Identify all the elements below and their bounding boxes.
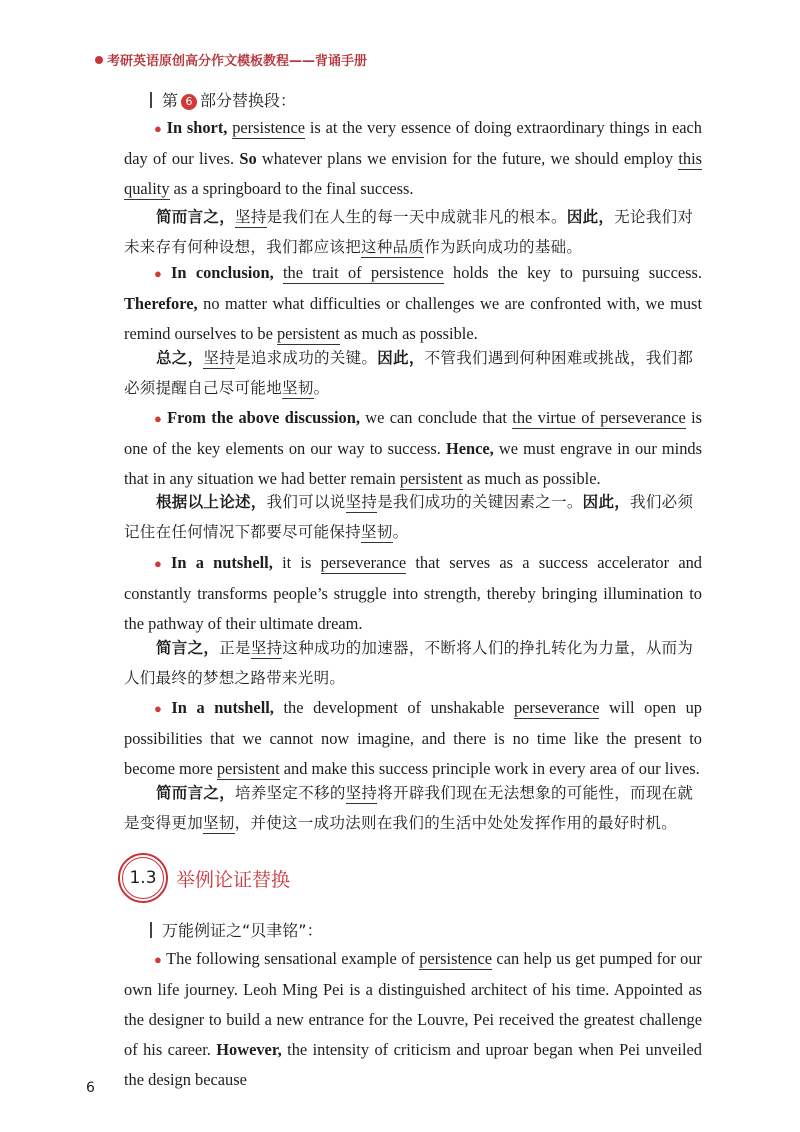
bullet-icon: ● [154,411,164,426]
english-paragraph-3 [124,403,702,494]
zh-lead: 根据以上论述， [156,493,267,511]
english-paragraph-4 [124,548,702,639]
section-title: 举例论证替换 [176,869,291,891]
english-paragraph-1 [124,113,702,204]
bullet-icon: ● [154,266,168,281]
english-paragraph-5 [124,693,702,784]
zh-lead: 简而言之， [156,208,236,226]
zh-lead: 简而言之， [156,784,236,802]
subsection-title: 万能例证之“贝聿铭”： [162,921,323,940]
page-number: 6 [86,1080,95,1096]
subsection-heading [150,918,323,941]
english-paragraph-2 [124,258,702,349]
zh-body: 正是坚持这种成功的加速器，不断将人们的挣扎转化为力量，从而为人们最终的梦想之路带来光明。 [124,639,694,687]
chinese-paragraph-1 [124,202,702,262]
example-paragraph [124,944,702,1095]
chinese-paragraph-2 [124,343,702,403]
zh-body: 我们可以说坚持是我们成功的关键因素之一。因此，我们必须记住在任何情况下都要尽可能保持坚韧。 [124,493,694,541]
zh-body: 坚持是我们在人生的每一天中成就非凡的根本。因此，无论我们对未来存有何种设想，我们都应该把这种品质作为跃向成功的基础。 [124,208,694,256]
bullet-icon: ● [154,701,168,716]
para-lead: In a nutshell, [171,553,273,572]
chinese-paragraph-3 [124,487,702,547]
bullet-icon: ● [154,556,167,571]
section-number: 1.3 [122,857,164,899]
zh-lead: 简言之， [156,639,220,657]
heading-bar [150,922,152,938]
section-6-suffix: 部分替换段： [200,91,297,110]
para-body: it is perseverance that serves as a success accelerator and constantly transforms people’s struggle into strength, thereby bringing illumination to the pathway of their ultimate dream. [124,553,702,633]
zh-body: 培养坚定不移的坚持将开辟我们现在无法想象的可能性，而现在就是变得更加坚韧，并使这一成功法则在我们的生活中处处发挥作用的最好时机。 [124,784,694,832]
zh-lead: 总之， [156,349,204,367]
red-dot-icon [95,56,103,64]
bullet-icon: ● [154,121,163,136]
chinese-paragraph-5 [124,778,702,838]
para-lead: From the above discussion, [167,408,360,427]
heading-bar [150,92,152,108]
running-header [95,50,367,69]
para-body: we can conclude that the virtue of perseverance is one of the key elements on our way to success. Hence, we must engrave in our minds that in any situation we had better remain persistent as much as possible. [124,408,703,488]
header-title: 考研英语原创高分作文模板教程——背诵手册 [107,54,368,69]
para-body: the development of unshakable perseverance will open up possibilities that we cannot now imagine, and there is no time like the present to become more persistent and make this success principle work in every area of our lives. [124,698,702,778]
section-6-heading [150,88,296,111]
para-lead: In short, [166,118,228,137]
example-body: The following sensational example of persistence can help us get pumped for our own life journey. Leoh Ming Pei is a distinguished architect of his time. Appointed as the designer to build a new entrance for the Louvre, Pei received the greatest challenge of his career. However, the intensity of criticism and uproar began when Pei unveiled the design because [124,949,703,1089]
zh-body: 坚持是追求成功的关键。因此，不管我们遇到何种困难或挑战，我们都必须提醒自己尽可能地坚韧。 [124,349,694,397]
chinese-paragraph-4 [124,633,702,693]
para-lead: In a nutshell, [171,698,274,717]
section-6-number: 6 [181,94,197,110]
section-6-prefix: 第 [162,91,179,110]
bullet-icon: ● [154,952,163,967]
para-body: persistence is at the very essence of doing extraordinary things in each day of our lives. So whatever plans we envision for the future, we should employ this quality as a springboard to the final success. [124,118,703,198]
para-lead: In conclusion, [171,263,274,282]
para-body: the trait of persistence holds the key to pursuing success. Therefore, no matter what difficulties or challenges we are confronted with, we must remind ourselves to be persistent as much as possible. [124,263,702,343]
